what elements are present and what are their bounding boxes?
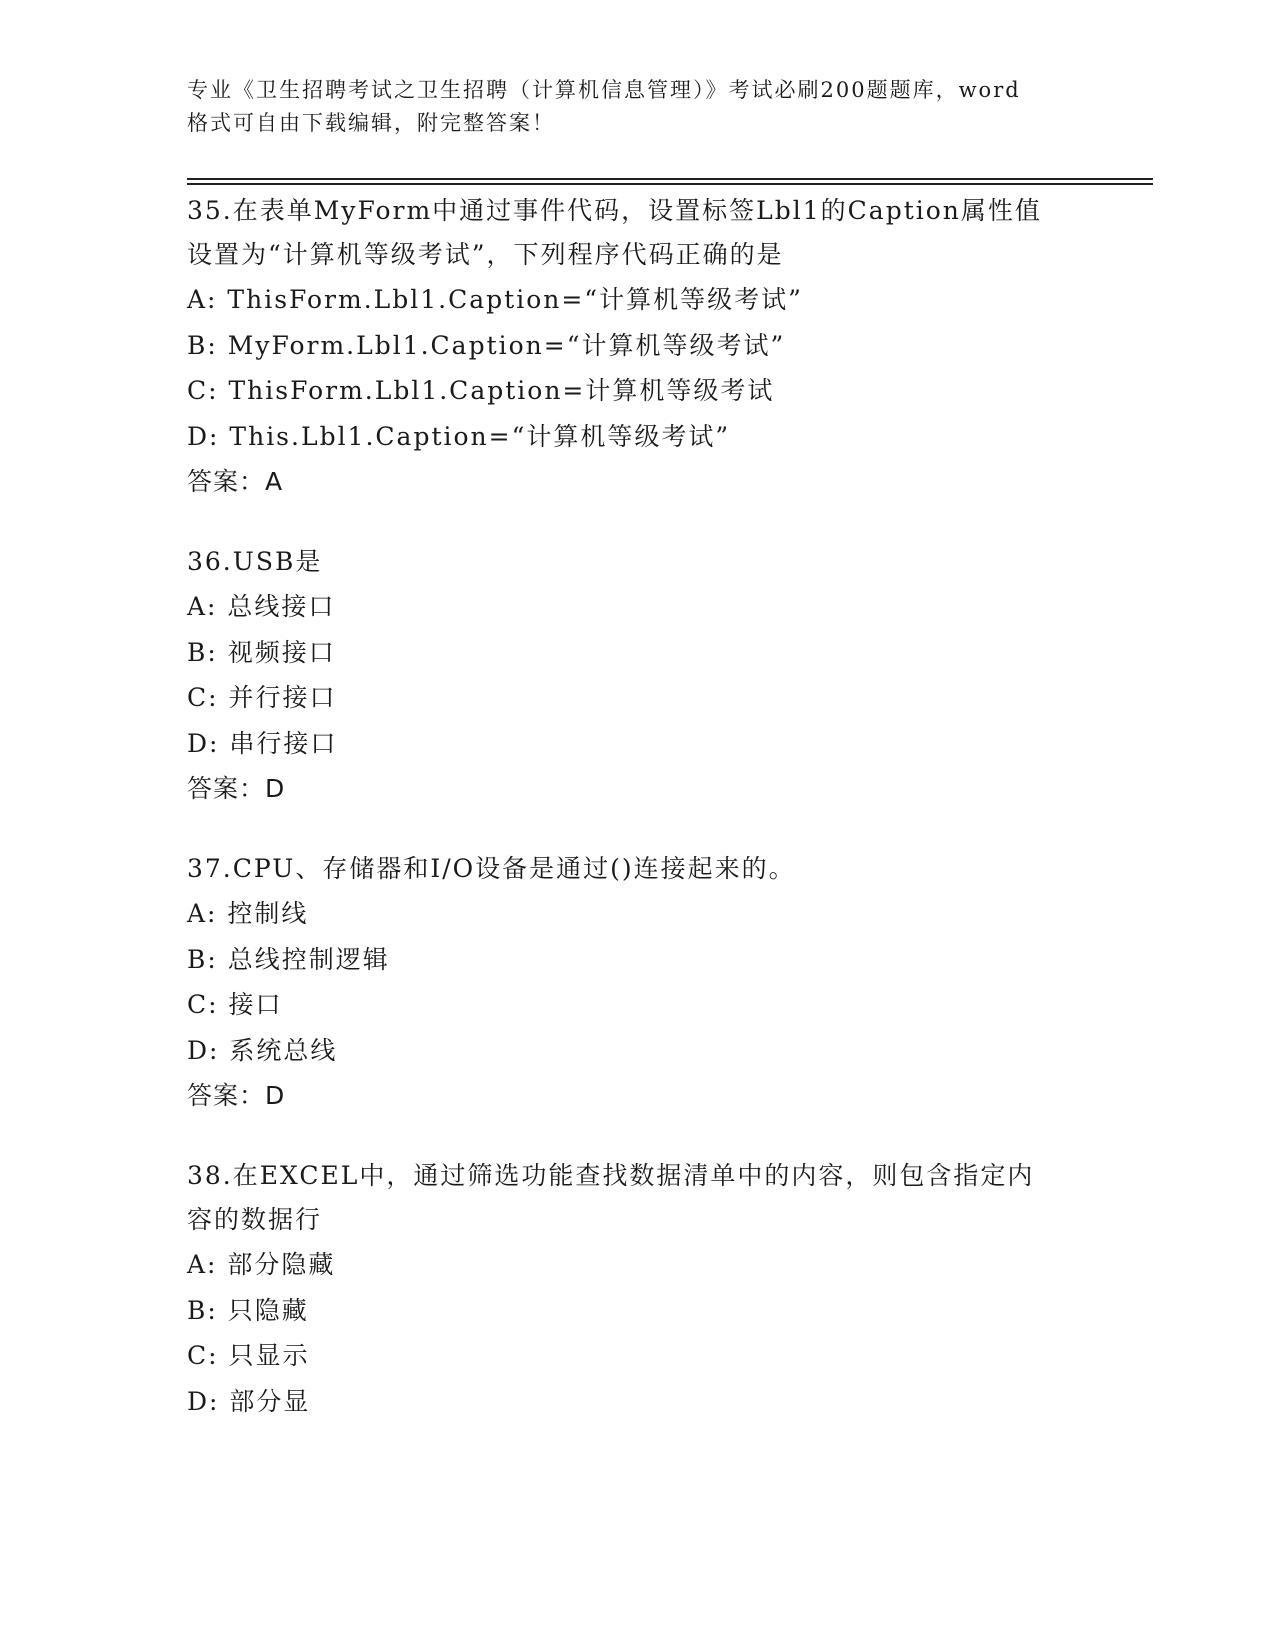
answer-label: 答案：D bbox=[187, 1081, 286, 1110]
question-36 bbox=[187, 540, 1087, 811]
option-a: A: 控制线 bbox=[187, 899, 309, 928]
question-stem-line: 设置为“计算机等级考试”，下列程序代码正确的是 bbox=[187, 240, 784, 269]
answer-label: 答案：D bbox=[187, 774, 286, 803]
option-b: B: 视频接口 bbox=[187, 637, 336, 667]
question-stem-line: 36.USB是 bbox=[187, 547, 323, 576]
option-a: A: 总线接口 bbox=[187, 592, 336, 621]
option-d: D: 系统总线 bbox=[187, 1035, 338, 1065]
header-line-2: 格式可自由下载编辑，附完整答案！ bbox=[187, 111, 555, 135]
option-a: A: 部分隐藏 bbox=[187, 1250, 336, 1279]
question-stem-line: 容的数据行 bbox=[187, 1205, 323, 1234]
question-38 bbox=[187, 1154, 1087, 1424]
header-divider-top bbox=[187, 178, 1153, 180]
option-c: C: 只显示 bbox=[187, 1341, 310, 1370]
answer-label: 答案：A bbox=[187, 467, 284, 496]
option-d: D: 部分显 bbox=[187, 1386, 311, 1416]
question-35 bbox=[187, 189, 1087, 504]
question-stem-line: 37.CPU、存储器和I/O设备是通过()连接起来的。 bbox=[187, 854, 796, 883]
question-stem-line: 38.在EXCEL中，通过筛选功能查找数据清单中的内容，则包含指定内 bbox=[187, 1161, 1035, 1190]
header-divider-bottom bbox=[187, 183, 1153, 185]
document-header bbox=[187, 74, 1087, 140]
option-c: C: ThisForm.Lbl1.Caption=计算机等级考试 bbox=[187, 376, 775, 405]
option-b: B: 只隐藏 bbox=[187, 1295, 309, 1325]
header-line-1: 专业《卫生招聘考试之卫生招聘（计算机信息管理）》考试必刷200题题库，word bbox=[187, 78, 1021, 102]
question-list bbox=[187, 189, 1087, 1460]
option-d: D: 串行接口 bbox=[187, 728, 338, 758]
option-d: D: This.Lbl1.Caption=“计算机等级考试” bbox=[187, 421, 731, 451]
option-c: C: 接口 bbox=[187, 990, 283, 1019]
option-b: B: MyForm.Lbl1.Caption=“计算机等级考试” bbox=[187, 330, 786, 360]
option-a: A: ThisForm.Lbl1.Caption=“计算机等级考试” bbox=[187, 285, 803, 314]
option-b: B: 总线控制逻辑 bbox=[187, 944, 390, 974]
question-stem-line: 35.在表单MyForm中通过事件代码，设置标签Lbl1的Caption属性值 bbox=[187, 196, 1042, 225]
option-c: C: 并行接口 bbox=[187, 683, 337, 712]
question-37 bbox=[187, 847, 1087, 1118]
